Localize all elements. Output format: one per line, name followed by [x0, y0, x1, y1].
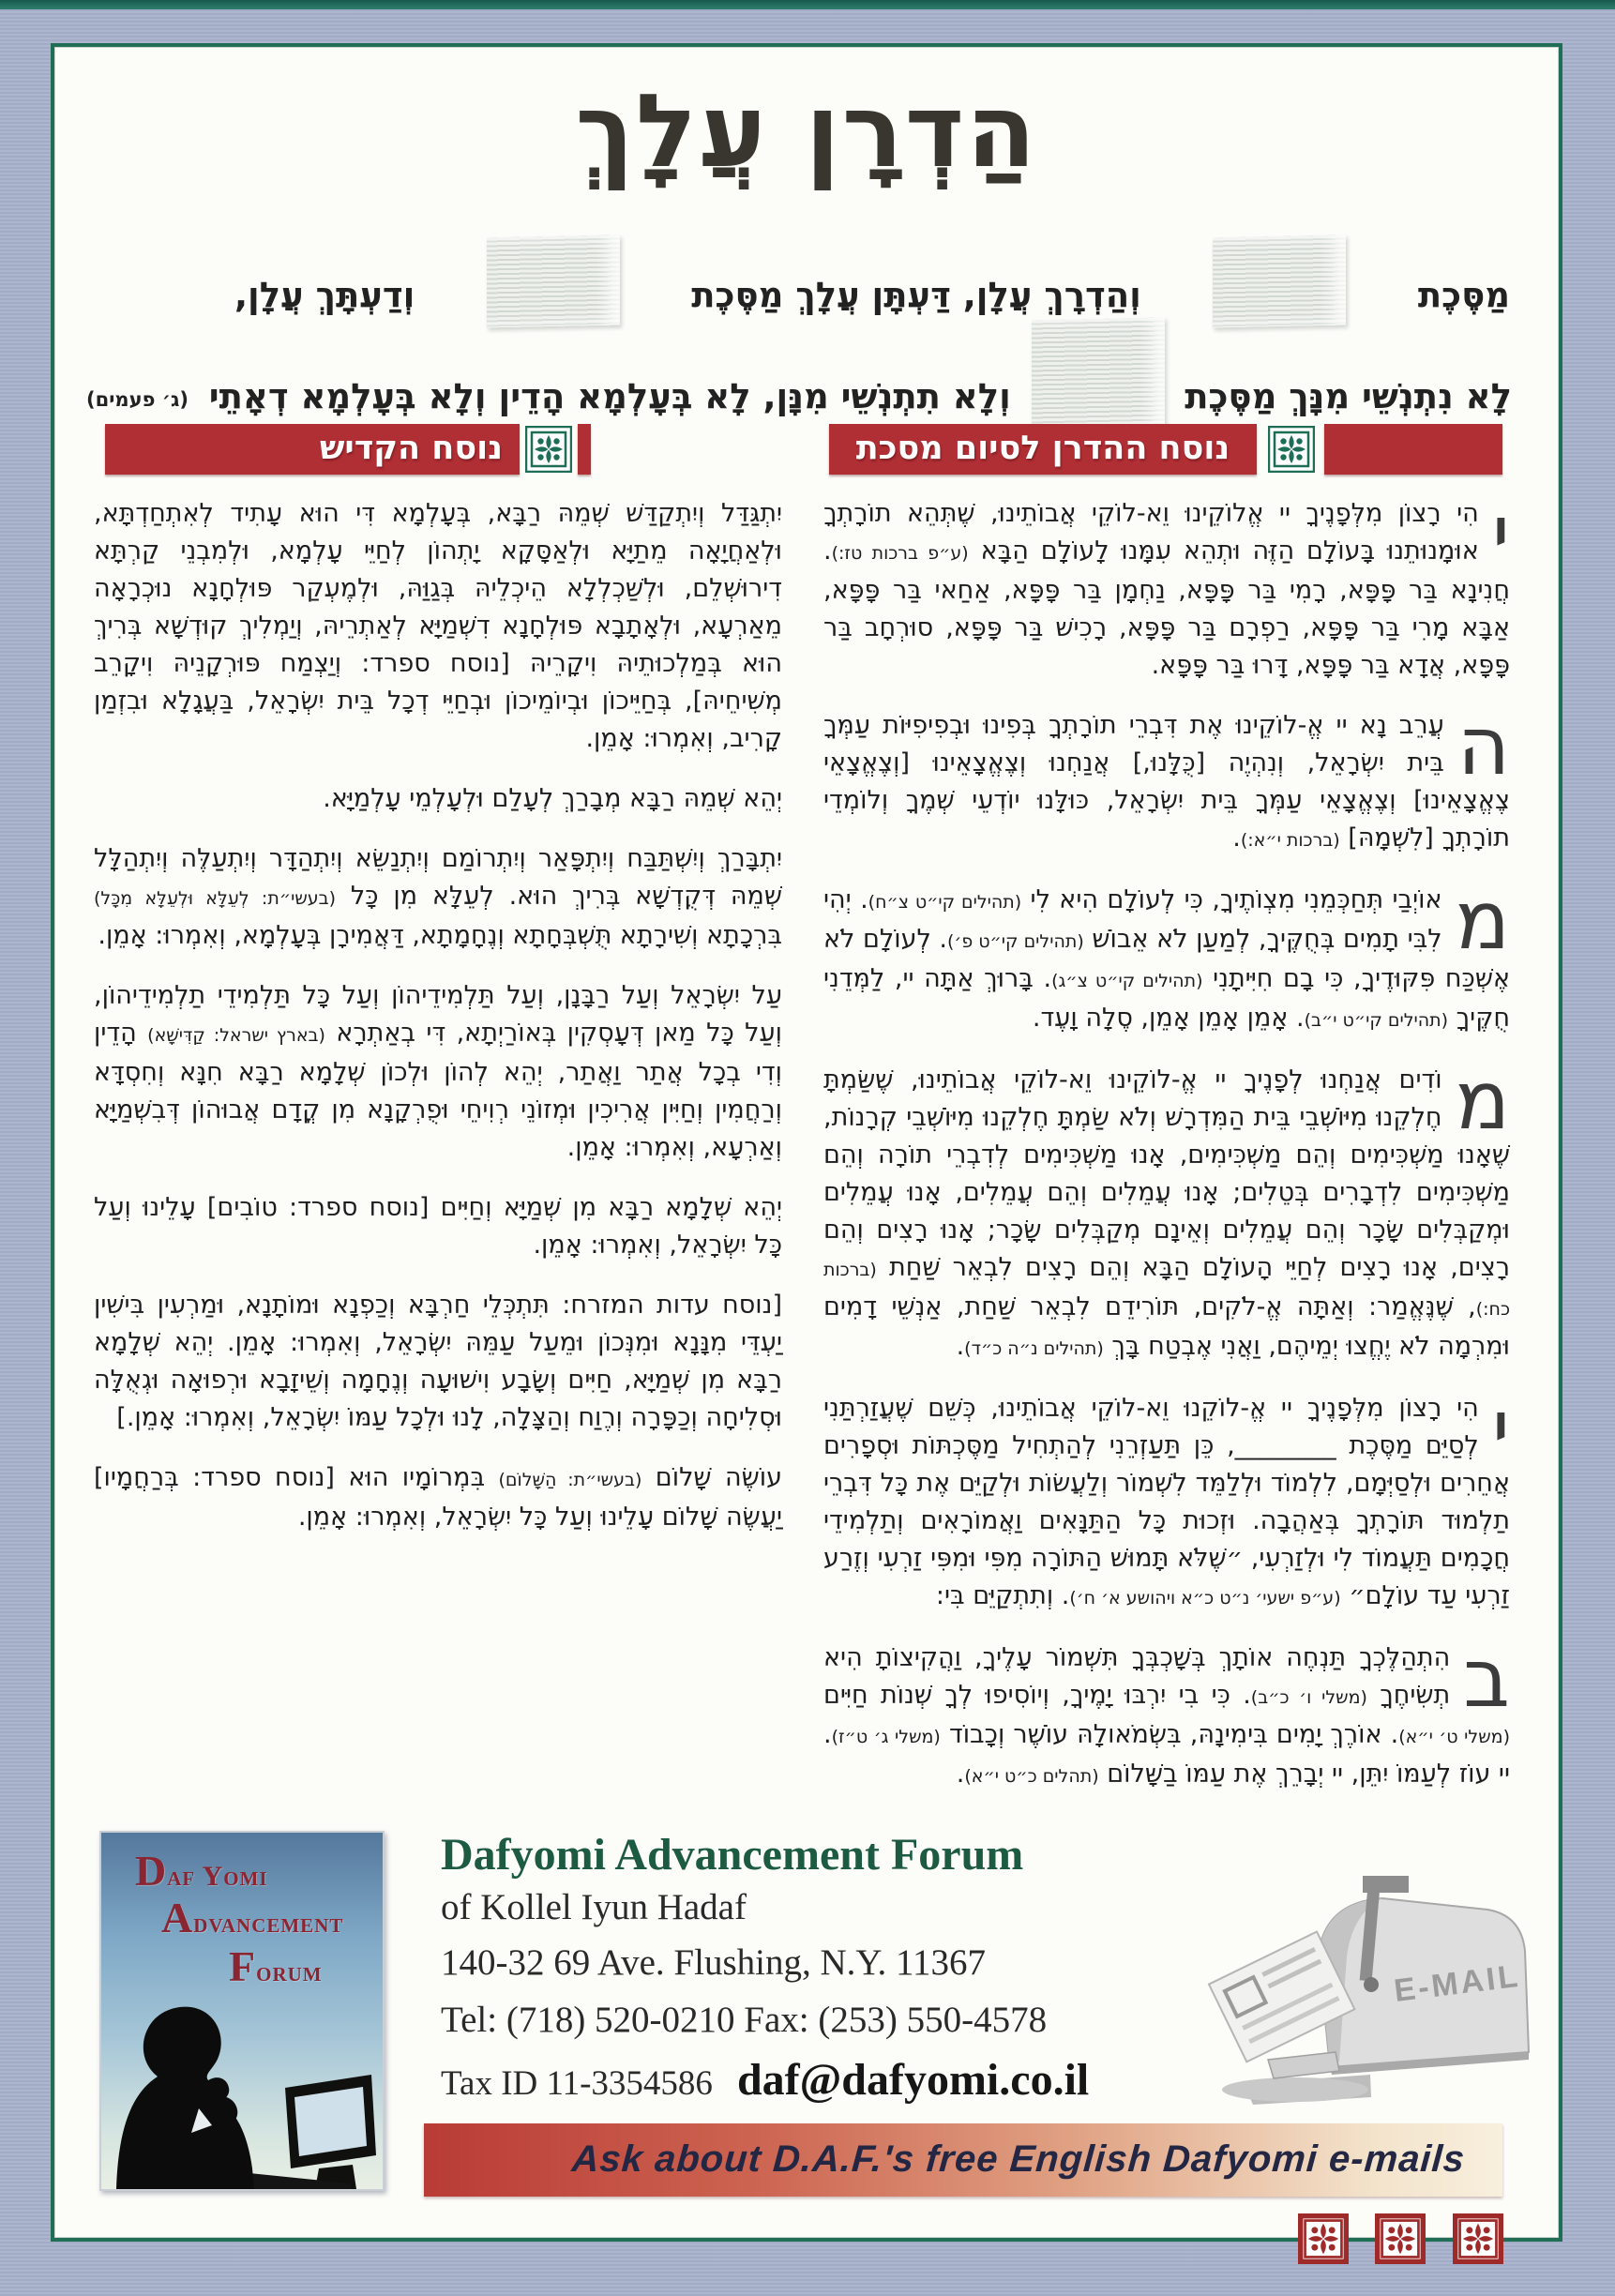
paragraph-text: הִתְהַלֶּכְךָ תַּנְחֶה אוֹתָךְ בְּשָׁכְבְּךָ תִּשְׁמוֹר עָלֶיךָ, וַהֲקִיצוֹתָ הִיא תְשִׂיחֶךָ (משלי ו׳ כ״ב). כִּי בִי יִרְבּוּ יָמֶיךָ, וְיוֹסִיפוּ לְךָ שְׁנוֹת חַיִּים (משלי ט׳ י״א). אוֹרֶךְ יָמִים בִּימִינָהּ, בִּשְׂמֹאולָהּ עוֹשֶׁר וְכָבוֹד (משלי ג׳ ט״ז). יי עוֹז לְעַמּוֹ יִתֵּן, יי יְבָרֵךְ אֶת עַמּוֹ בַשָּׁלוֹם (תהלים כ״ט י״א).	[823, 1643, 1510, 1789]
organization-name: Dafyomi Advancement Forum	[441, 1830, 1024, 1880]
logo-line-3: Forum	[229, 1942, 323, 1990]
page-title: הַדְרָן עֲלָךְ	[575, 73, 1038, 190]
hadran-text-column	[823, 488, 1510, 1818]
scan-edge-strip	[0, 0, 1615, 9]
section-header-kaddish	[105, 424, 520, 475]
ornament-rosette-icon	[1298, 2213, 1349, 2264]
section-header-hadran-stub	[1324, 424, 1502, 475]
address-line: 140-32 69 Ave. Flushing, N.Y. 11367	[441, 1942, 987, 1983]
phone-fax-line: Tel: (718) 520-0210 Fax: (253) 550-4578	[441, 2000, 1048, 2040]
contact-block	[441, 1829, 1191, 2106]
hadran-paragraph	[823, 488, 1510, 685]
hadran-paragraph	[823, 1382, 1510, 1617]
drop-cap: ה	[1457, 700, 1510, 793]
section-header-hadran	[829, 424, 1257, 475]
promo-banner-text: Ask about D.A.F.'s free English Dafyomi e-mails	[570, 2138, 1467, 2180]
logo-line-1: Daf Yomi	[135, 1847, 268, 1895]
opening-line-2-start: לָא נִתְנְשֵׁי מִנָּךְ מַסֶּכֶת	[1185, 376, 1512, 416]
drop-cap: ב	[1463, 1632, 1510, 1726]
opening-line-1-end: וְדַעְתָּךְ עֲלָן,	[234, 275, 415, 315]
kaddish-paragraph: [נוסח עדות המזרח: תִּתְכְּלֵי חַרְבָּא וְכַפְנָא וּמוֹתָנָא, וּמַרְעִין בִּישִׁין יַעְדֵּי מִנָּנָא וּמִנְּכוֹן וּמֵעַל עַמֵּהּ יִשְׂרָאֵל, וְאִמְרוּ: אָמֵן. יְהֵא שְׁלָמָא רַבָּא מִן שְׁמַיָּא, חַיִּים וְשָׂבָע וִישׁוּעָה וְנֶחָמָה וְשֵׁיזָבָא וּרְפוּאָה וּגְאֻלָּה וּסְלִיחָה וְכַפָּרָה וְרֶוַח וְהַצָּלָה, לָנוּ וּלְכָל עַמּוֹ יִשְׂרָאֵל, וְאִמְרוּ: אָמֵן.]	[94, 1291, 782, 1432]
kaddish-paragraph: יִתְבָּרַךְ וְיִשְׁתַּבַּח וְיִתְפָּאַר וְיִתְרוֹמַם וְיִתְנַשֵּׂא וְיִתְהַדָּר וְיִתְעַלֶּה וְיִתְהַלָּל שְׁמֵהּ דְּקֻדְשָׁא בְּרִיךְ הוּא. לְעֵלָּא מִן כָּל (בעשי״ת: לְעֵלָּא וּלְעֵלָּא מִכָּל) בִּרְכָתָא וְשִׁירָתָא תֻּשְׁבְּחָתָא וְנֶחָמָתָא, דַּאֲמִירָן בְּעָלְמָא, וְאִמְרוּ: אָמֵן.	[94, 844, 782, 950]
drop-cap: מ	[1455, 874, 1510, 968]
daf-yomi-forum-logo	[99, 1831, 385, 2191]
person-at-computer-silhouette-icon	[101, 1968, 383, 2189]
ornament-rosette-icon	[1268, 426, 1315, 473]
hadran-paragraph	[823, 700, 1510, 859]
kaddish-text-column	[94, 495, 782, 1559]
ornament-rosette-icon	[525, 426, 572, 473]
kaddish-paragraph: יִתְגַּדַּל וְיִתְקַדַּשׁ שְׁמֵהּ רַבָּא, בְּעָלְמָא דִּי הוּא עָתִיד לְאִתְחַדְתָּא, וּלְאַחֲיָאָה מֵתַיָּא וּלְאַסָּקָא יָתְהוֹן לְחַיֵּי עָלְמָא, וּלְמִבְנֵי קַרְתָּא דִירוּשְׁלֵם, וּלְשַׁכְלְלָא הֵיכְלֵיהּ בְּגַוַּהּ, וּלְמֶעְקַר פּוּלְחָנָא נוּכְרָאָה מֵאַרְעָא, וּלְאָתָבָא פּוּלְחָנָא דִשְׁמַיָּא לְאַתְרֵיהּ, וְיַמְלִיךְ קוּדְשָׁא בְּרִיךְ הוּא בְּמַלְכוּתֵיהּ וִיקָרֵיהּ [נוסח ספרד: וְיַצְמַח פּוּרְקָנֵיהּ וִיקָרֵב מְשִׁיחֵיהּ], בְּחַיֵּיכוֹן וּבְיוֹמֵיכוֹן וּבְחַיֵּי דְכָל בֵּית יִשְׂרָאֵל, בַּעֲגָלָא וּבִזְמַן קָרִיב, וְאִמְרוּ: אָמֵן.	[94, 499, 782, 753]
mailbox-label: E-MAIL	[1392, 1957, 1523, 2009]
tax-id: Tax ID 11-3354586	[441, 2064, 713, 2103]
hadran-paragraph	[823, 1632, 1510, 1795]
email-address: daf@dafyomi.co.il	[736, 2055, 1090, 2105]
drop-cap: י	[1491, 1382, 1510, 1476]
hadran-paragraph	[823, 874, 1510, 1039]
opening-line-2-middle: וְלָא תִתְנְשֵׁי מִנָּן, לָא בְּעָלְמָא הָדֵין וְלָא בְּעָלְמָא דְאָתֵי	[208, 376, 1011, 416]
section-header-kaddish-stub	[578, 424, 591, 475]
promo-banner	[424, 2123, 1502, 2197]
hadran-paragraph	[823, 1054, 1510, 1367]
kaddish-paragraph: עַל יִשְׂרָאֵל וְעַל רַבָּנָן, וְעַל תַּלְמִידֵיהוֹן וְעַל כָּל תַּלְמִידֵי תַלְמִידֵיהוֹן, וְעַל כָּל מַאן דְּעָסְקִין בְּאוֹרַיְתָא, דִּי בְאַתְרָא (בארץ ישראל: קַדִּישָׁא) הָדֵין וְדִי בְכָל אֲתַר וַאֲתַר, יְהֵא לְהוֹן וּלְכוֹן שְׁלָמָא רַבָּא חִנָּא וְחִסְדָּא וְרַחֲמִין וְחַיִּין אֲרִיכִין וּמְזוֹנֵי רְוִיחֵי וּפֻרְקָנָא מִן קֳדָם אֲבוּהוֹן דְּבִשְׁמַיָּא וְאַרְעָא, וְאִמְרוּ: אָמֵן.	[94, 981, 782, 1162]
ornament-rosette-icon	[1375, 2213, 1426, 2264]
opening-line-1-middle: וְהַדְרָךְ עֲלָן, דַּעְתָּן עֲלָךְ מַסֶּכֶת	[691, 275, 1141, 315]
paragraph-text: עֲרֵב נָא יי אֱ-לוֹקֵינוּ אֶת דִּבְרֵי תוֹרָתְךָ בְּפִינוּ וּבְפִיפִיּוֹת עַמְּךָ בֵּית יִשְׂרָאֵל, וְנִהְיֶה [כֻּלָּנוּ,] אֲנַחְנוּ וְצֶאֱצָאֵינוּ [וְצֶאֱצָאֵי צֶאֱצָאֵינוּ] וְצֶאֱצָאֵי עַמְּךָ בֵּית יִשְׂרָאֵל, כּוּלָּנוּ יוֹדְעֵי שְׁמֶךָ וְלוֹמְדֵי תוֹרָתְךָ [לִשְׁמָהּ] (ברכות י״א:).	[823, 711, 1510, 853]
tax-email-row	[441, 2054, 1191, 2106]
section-header-kaddish-label: נוסח הקדיש	[319, 430, 503, 467]
organization-subtitle: of Kollel Iyun Hadaf	[441, 1887, 747, 1927]
paragraph-text: וֹדִים אֲנַחְנוּ לְפָנֶיךָ יי אֱ-לוֹקֵינוּ וֵא-לוֹקֵי אֲבוֹתֵינוּ, שֶׁשַּׂמְתָּ חֶלְקֵנוּ מִיּוֹשְׁבֵי בֵּית הַמִּדְרָשׁ וְלֹא שַׂמְתָּ חֶלְקֵנוּ מִיּוֹשְׁבֵי קְרָנוֹת, שֶׁאָנוּ מַשְׁכִּימִים וְהֵם מַשְׁכִּימִים, אָנוּ מַשְׁכִּימִים לְדִבְרֵי תוֹרָה וְהֵם מַשְׁכִּימִים לִדְבָרִים בְּטֵלִים; אָנוּ עֲמֵלִים וְהֵם עֲמֵלִים, אָנוּ עֲמֵלִים וּמְקַבְּלִים שָׂכָר וְהֵם עֲמֵלִים וְאֵינָם מְקַבְּלִים שָׂכָר; אָנוּ רָצִים וְהֵם רָצִים, אָנוּ רָצִים לְחַיֵּי הָעוֹלָם הַבָּא וְהֵם רָצִים לִבְאֵר שַׁחַת (ברכות כח:), שֶׁנֶּאֱמַר: וְאַתָּה אֱ-לֹקִים, תּוֹרִידֵם לִבְאֵר שַׁחַת, אַנְשֵׁי דָמִים וּמִרְמָה לֹא יֶחֱצוּ יְמֵיהֶם, וַאֲנִי אֶבְטַח בָּךְ (תהילים נ״ה כ״ד).	[823, 1065, 1510, 1361]
drop-cap: י	[1491, 488, 1510, 582]
drop-cap: מ	[1455, 1054, 1510, 1148]
paragraph-text: הִי רָצוֹן מִלְּפָנֶיךָ יי אֱלוֹקֵינוּ וֵא-לוֹקֵי אֲבוֹתֵינוּ, שֶׁתְּהֵא תוֹרָתְךָ אוּמָנוּתֵנוּ בָּעוֹלָם הַזֶּה וּתְהֵא עִמָּנוּ לָעוֹלָם הַבָּא (ע״פ ברכות טז:). חֲנִינָא בַּר פָּפָּא, רָמִי בַּר פָּפָּא, נַחְמָן בַּר פָּפָּא, אַחַאי בַּר פָּפָּא, אַבָּא מָרִי בַּר פָּפָּא, רַפְרָם בַּר פָּפָּא, רָכִישׁ בַּר פָּפָּא, סוּרְחָב בַּר פָּפָּא, אֲדָא בַּר פָּפָּא, דָּרוּ בַּר פָּפָּא.	[823, 499, 1510, 680]
tractate-pages-placeholder-image	[1032, 318, 1165, 430]
ornament-rosette-icon	[1453, 2213, 1503, 2264]
email-mailbox-icon	[1178, 1859, 1549, 2129]
kaddish-paragraph: עוֹשֶׂה שָׁלוֹם (בעשי״ת: הַשָּׁלוֹם) בִּמְרוֹמָיו הוּא [נוסח ספרד: בְּרַחֲמָיו] יַעֲשֶׂה שָׁלוֹם עָלֵינוּ וְעַל כָּל יִשְׂרָאֵל, וְאִמְרוּ: אָמֵן.	[94, 1463, 783, 1532]
kaddish-paragraph: יְהֵא שְׁמֵהּ רַבָּא מְבָרַךְ לְעָלַם וּלְעָלְמֵי עָלְמַיָּא.	[323, 784, 782, 813]
logo-line-2: Advancement	[161, 1894, 344, 1941]
paragraph-text: הִי רָצוֹן מִלְּפָנֶיךָ יי אֱ-לוֹקֵנוּ וֵא-לוֹקֵי אֲבוֹתֵינוּ, כְּשֵׁם שֶׁעֲזַרְתַּנִי לְסַיֵּם מַסֶּכֶת ________, כֵּן תַּעַזְרֵנִי לְהַתְחִיל מַסֶּכְתּוֹת וּסְפָרִים אֲחֵרִים וּלְסַיְּמָם, לִלְמוֹד וּלְלַמֵּד לִשְׁמוֹר וְלַעֲשׂוֹת וּלְקַיֵּם אֶת כָּל דִּבְרֵי תַלְמוּד תּוֹרָתְךָ בְּאַהֲבָה. וּזְכוּת כָּל הַתַּנָּאִים וַאֲמוֹרָאִים וְתַלְמִידֵי חֲכָמִים תַּעֲמוֹד לִי וּלְזַרְעִי, ״שֶׁלֹּא תָּמוּשׁ הַתּוֹרָה מִפִּי וּמִפִּי זַרְעִי וְזֶרַע זַרְעִי עַד עוֹלָם״ (ע״פ ישעי׳ נ״ט כ״א ויהושע א׳ ח׳). וְתִתְקַיֵּם בִּי:	[823, 1394, 1510, 1610]
paragraph-text: אוֹיְבַי תְּחַכְּמֵנִי מִצְוֹתֶיךָ, כִּי לְעוֹלָם הִיא לִי (תהילים קי״ט צ״ח). יְהִי לִבִּי תָמִים בְּחֻקֶּיךָ, לְמַעַן לֹא אֵבוֹשׁ (תהילים קי״ט פ׳). לְעוֹלָם לֹא אֶשְׁכַּח פִּקּוּדֶיךָ, כִּי בָם חִיִּיתָנִי (תהילים קי״ט צ״ג). בָּרוּךְ אַתָּה יי, לַמְּדֵנִי חֻקֶּיךָ (תהילים קי״ט י״ב). אָמֵן אָמֵן אָמֵן, סֶלָה וָעֶד.	[823, 885, 1510, 1033]
opening-line-2	[86, 310, 1512, 430]
section-header-hadran-label: נוסח ההדרן לסיום מסכת	[855, 430, 1230, 467]
three-times-note: (ג׳ פעמים)	[86, 388, 189, 411]
kaddish-paragraph: יְהֵא שְׁלָמָא רַבָּא מִן שְׁמַיָּא וְחַיִּים [נוסח ספרד: טוֹבִים] עָלֵינוּ וְעַל כָּל יִשְׂרָאֵל, וְאִמְרוּ: אָמֵן.	[94, 1193, 782, 1260]
opening-masechet-label: מַסֶּכֶת	[1417, 275, 1510, 315]
